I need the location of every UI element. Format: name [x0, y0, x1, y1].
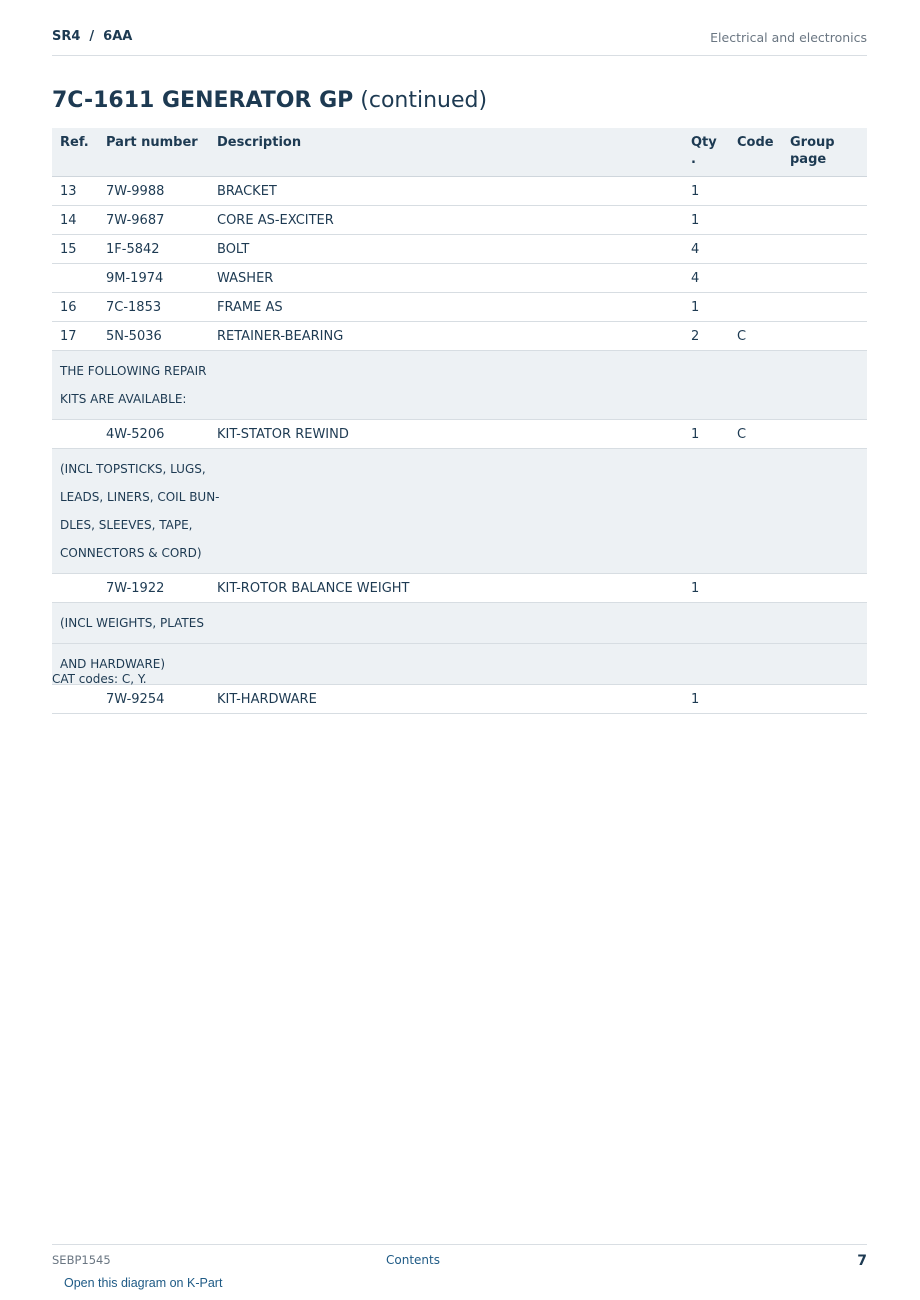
- header-qty: Qty .: [683, 128, 729, 177]
- cell-qty: 1: [683, 206, 729, 235]
- table-row: [52, 420, 867, 449]
- header-part-number: Part number: [98, 128, 209, 177]
- cell-group-page: [782, 685, 867, 714]
- cell-group-page: [782, 322, 867, 351]
- note-row: [52, 449, 867, 574]
- document-id: SEBP1545: [52, 1253, 111, 1267]
- note-row: [52, 603, 867, 644]
- table-row: [52, 177, 867, 206]
- table-row: [52, 206, 867, 235]
- parts-table-body: [52, 177, 867, 714]
- cell-group-page: [782, 206, 867, 235]
- kpart-link[interactable]: Open this diagram on K-Part: [64, 1276, 223, 1290]
- cell-ref: 13: [52, 177, 98, 206]
- note-text: (INCL WEIGHTS, PLATES: [52, 603, 867, 644]
- cell-description: BRACKET: [209, 177, 683, 206]
- table-row: [52, 293, 867, 322]
- cell-ref: 16: [52, 293, 98, 322]
- cell-ref: 17: [52, 322, 98, 351]
- table-row: [52, 685, 867, 714]
- section-label: Electrical and electronics: [710, 30, 867, 45]
- cell-code: [729, 685, 782, 714]
- cell-code: C: [729, 322, 782, 351]
- cell-qty: 1: [683, 420, 729, 449]
- cell-ref: [52, 420, 98, 449]
- cell-ref: 14: [52, 206, 98, 235]
- cell-description: KIT-STATOR REWIND: [209, 420, 683, 449]
- cell-description: RETAINER-BEARING: [209, 322, 683, 351]
- cell-description: KIT-ROTOR BALANCE WEIGHT: [209, 574, 683, 603]
- cell-description: BOLT: [209, 235, 683, 264]
- cell-code: [729, 235, 782, 264]
- cell-description: WASHER: [209, 264, 683, 293]
- cell-qty: 1: [683, 293, 729, 322]
- table-row: [52, 322, 867, 351]
- cell-qty: 2: [683, 322, 729, 351]
- cell-part-number: 7C-1853: [98, 293, 209, 322]
- page-footer: [52, 1244, 867, 1275]
- breadcrumb-separator: /: [89, 29, 95, 44]
- cell-description: FRAME AS: [209, 293, 683, 322]
- cell-ref: [52, 574, 98, 603]
- header-description: Description: [209, 128, 683, 177]
- cell-group-page: [782, 574, 867, 603]
- header-ref: Ref.: [52, 128, 98, 177]
- table-row: [52, 264, 867, 293]
- page-title: [52, 88, 487, 113]
- arrangement-label: 6AA: [103, 29, 133, 44]
- cell-code: [729, 177, 782, 206]
- model-label: SR4: [52, 29, 81, 44]
- cell-code: [729, 264, 782, 293]
- cell-qty: 4: [683, 235, 729, 264]
- table-header-row: [52, 128, 867, 177]
- cell-part-number: 7W-9988: [98, 177, 209, 206]
- cell-part-number: 7W-1922: [98, 574, 209, 603]
- cell-group-page: [782, 177, 867, 206]
- cell-ref: [52, 685, 98, 714]
- parts-table: [52, 128, 867, 714]
- cell-part-number: 1F-5842: [98, 235, 209, 264]
- note-text: THE FOLLOWING REPAIR KITS ARE AVAILABLE:: [52, 351, 867, 420]
- page-number: 7: [857, 1253, 867, 1269]
- note-text: AND HARDWARE): [52, 644, 867, 685]
- cell-group-page: [782, 235, 867, 264]
- cell-part-number: 9M-1974: [98, 264, 209, 293]
- header-group-page: Group page: [782, 128, 867, 177]
- cell-ref: [52, 264, 98, 293]
- table-row: [52, 574, 867, 603]
- cell-description: KIT-HARDWARE: [209, 685, 683, 714]
- note-row: [52, 644, 867, 685]
- cell-qty: 1: [683, 177, 729, 206]
- breadcrumb: [52, 29, 132, 44]
- cell-description: CORE AS-EXCITER: [209, 206, 683, 235]
- cell-qty: 1: [683, 574, 729, 603]
- cell-part-number: 5N-5036: [98, 322, 209, 351]
- note-text: (INCL TOPSTICKS, LUGS, LEADS, LINERS, COIL BUN- DLES, SLEEVES, TAPE, CONNECTORS & CORD): [52, 449, 867, 574]
- note-row: [52, 351, 867, 420]
- cell-code: C: [729, 420, 782, 449]
- cell-code: [729, 293, 782, 322]
- title-part-code: 7C-1611 GENERATOR GP: [52, 88, 354, 113]
- cell-part-number: 4W-5206: [98, 420, 209, 449]
- header-code: Code: [729, 128, 782, 177]
- title-suffix: (continued): [360, 88, 488, 113]
- cell-part-number: 7W-9254: [98, 685, 209, 714]
- cell-ref: 15: [52, 235, 98, 264]
- cat-codes: CAT codes: C, Y.: [52, 672, 147, 686]
- cell-group-page: [782, 420, 867, 449]
- page-header: [52, 28, 867, 56]
- contents-link[interactable]: Contents: [386, 1253, 440, 1267]
- cell-part-number: 7W-9687: [98, 206, 209, 235]
- cell-code: [729, 206, 782, 235]
- cell-qty: 1: [683, 685, 729, 714]
- cell-code: [729, 574, 782, 603]
- cell-group-page: [782, 264, 867, 293]
- table-row: [52, 235, 867, 264]
- cell-group-page: [782, 293, 867, 322]
- cell-qty: 4: [683, 264, 729, 293]
